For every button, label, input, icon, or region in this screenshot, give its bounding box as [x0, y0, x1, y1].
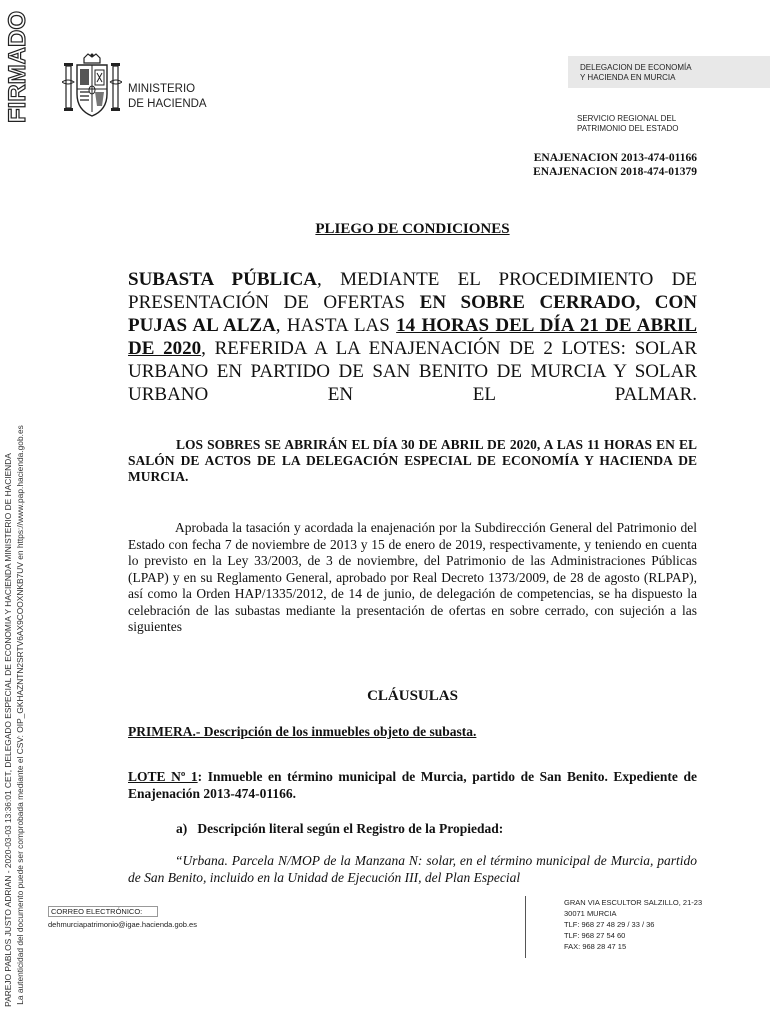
opening-notice: LOS SOBRES SE ABRIRÁN EL DÍA 30 DE ABRIL DE 2020, A LAS 11 HORAS EN EL SALÓN DE ACTOS DE LA DELEGACIÓN ESPECIAL DE ECONOMÍA Y HACIENDA DE MURCIA. [128, 437, 697, 484]
intro-text-3: , REFERIDA A LA ENAJENACIÓN DE 2 LOTES: SOLAR URBANO EN PARTIDO DE SAN BENITO DE MURCIA Y SOLAR URBANO EN EL PALMAR. [128, 338, 697, 405]
intro-text-1: , MEDIANTE EL PROCEDIMIENTO DE PRESENTACIÓN DE OFERTAS [128, 269, 698, 313]
firmado-stamp [4, 8, 32, 126]
ministry-line-2: DE HACIENDA [128, 98, 207, 110]
first-clause-heading: PRIMERA.- Descripción de los inmuebles objeto de subasta. [128, 724, 477, 739]
csv-side-line [13, 410, 27, 1020]
footer-contact [564, 897, 702, 952]
registry-quote: “Urbana. Parcela N/MOP de la Manzana N: solar, en el término municipal de Murcia, partido de San Benito, incluido en la Unidad de Ejecución III, del Plan Especial [128, 853, 697, 885]
email-label [48, 906, 158, 917]
email-link[interactable]: dehmurciapatrimonio@igae.hacienda.gob.es [48, 920, 197, 929]
document-title: PLIEGO DE CONDICIONES [315, 221, 510, 237]
subsection-a-heading: a) Descripción literal según el Registro de la Propiedad: [176, 821, 504, 836]
lot-1-label: LOTE Nº 1 [128, 769, 198, 784]
auction-intro [128, 268, 697, 406]
reference-1: ENAJENACION 2013-474-01166 [533, 152, 697, 164]
address-line-2: 30071 MURCIA [564, 909, 617, 918]
ministry-name [128, 82, 207, 112]
intro-deadline: 14 HORAS DEL DÍA 21 DE ABRIL DE 2020 [128, 315, 697, 359]
service-name [577, 114, 679, 134]
ministry-line-1: MINISTERIO [128, 83, 196, 95]
intro-text-2: , HASTA LAS [275, 315, 397, 336]
address-line-1: GRAN VIA ESCULTOR SALZILLO, 21-23 [564, 898, 703, 907]
phone-line-1: TLF: 968 27 48 29 / 33 / 36 [564, 920, 655, 929]
approval-paragraph: Aprobada la tasación y acordada la enajenación por la Subdirección General del Patrimonio del Estado con fecha 7 de noviembre de 2013 y 15 de enero de 2019, respectivamente, y teniendo en cuenta lo previsto en la Ley 33/2003, de 3 de noviembre, del Patrimonio de las Administraciones Públicas (LPAP) y en su Reglamento General, aprobado por Real Decreto 1373/2009, de 28 de agosto (RLPAP), así como la Orden HAP/1335/2012, de 14 de junio, de delegación de competencias, se ha dispuesto la celebración de las subastas mediante la presentación de ofertas en sobre cerrado, con sujeción a las siguientes [128, 520, 697, 634]
footer-divider [525, 896, 526, 958]
lot-1-description [128, 769, 697, 802]
email-label-text: CORREO ELECTRÓNICO: [51, 907, 143, 916]
clauses-title: CLÁUSULAS [367, 688, 458, 704]
service-line-1: SERVICIO REGIONAL DEL [577, 114, 677, 123]
intro-auction-label: SUBASTA PÚBLICA [128, 269, 318, 290]
file-references [480, 151, 697, 179]
fax-line: FAX: 968 28 47 15 [564, 942, 627, 951]
coat-of-arms-logo [62, 52, 122, 122]
reference-2: ENAJENACION 2018-474-01379 [533, 166, 697, 178]
phone-line-2: TLF: 968 27 54 60 [564, 931, 626, 940]
firmado-text: FIRMADO [4, 11, 31, 123]
lot-1-text: : Inmueble en término municipal de Murcia, partido de San Benito. Expediente de Enajenación 2013-474-01166. [128, 769, 697, 801]
service-line-2: PATRIMONIO DEL ESTADO [577, 124, 679, 133]
csv-text: La autenticidad del documento puede ser comprobada mediante el CSV: OIP_GKHAZNTN2SRTV6AX9COOXNKB7UV en https://www.pap.hacienda.gob.es [15, 425, 25, 1005]
signature-text: PAREJO PABLOS JUSTO ADRIAN - 2020-03-03 13:36:01 CET, DELEGADO ESPECIAL DE ECONOMIA Y HACIENDA MINISTERIO DE HACIENDA [3, 453, 13, 1007]
delegation-name [580, 63, 692, 83]
intro-sealed-bid: EN SOBRE CERRADO, CON PUJAS AL ALZA [128, 292, 697, 336]
delegation-line-1: DELEGACION DE ECONOMÍA [580, 63, 692, 72]
delegation-line-2: Y HACIENDA EN MURCIA [580, 73, 676, 82]
